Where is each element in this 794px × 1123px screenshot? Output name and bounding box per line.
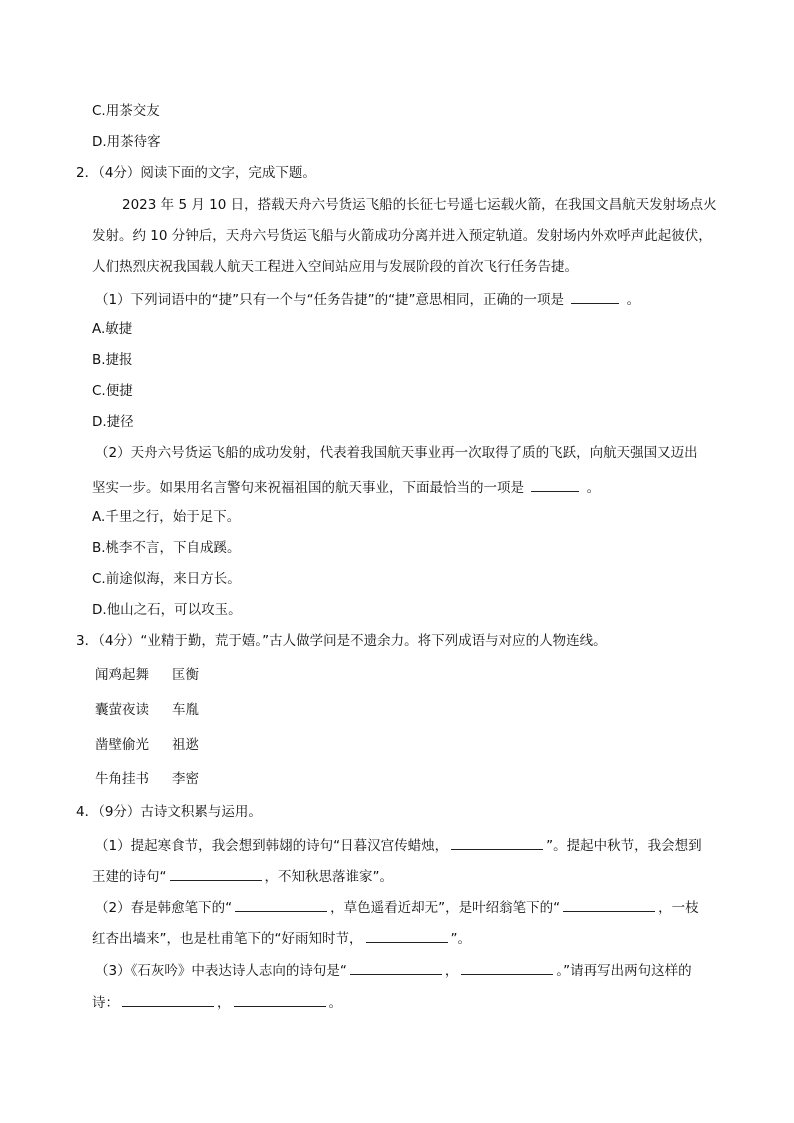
answer-blank[interactable] bbox=[234, 992, 326, 1007]
q4-sub1-text-a: （1）提起寒食节，我会想到韩翃的诗句“日暮汉宫传蜡烛， bbox=[95, 838, 449, 854]
answer-blank[interactable] bbox=[235, 897, 327, 912]
answer-blank[interactable] bbox=[170, 866, 262, 881]
answer-blank[interactable] bbox=[366, 928, 448, 943]
q4-sub3-text-c: 。”请再写出两句这样的 bbox=[556, 963, 692, 979]
q2-sub1 bbox=[95, 289, 640, 309]
answer-blank[interactable] bbox=[122, 992, 214, 1007]
q4-sub2-text-a: （2）春是韩愈笔下的“ bbox=[95, 900, 233, 916]
q4-sub3-line-2 bbox=[92, 992, 342, 1012]
question-3-header: 3．（4分）“业精于勤，荒于嬉。”古人做学问是不遗余力。将下列成语与对应的人物连线。 bbox=[76, 633, 607, 649]
person-item: 匡衡 bbox=[172, 667, 199, 683]
idiom-item: 牛角挂书 bbox=[95, 771, 149, 787]
q4-sub1-text-d: ，不知秋思落谁家”。 bbox=[264, 869, 393, 885]
q4-sub2-text-c: ，一枝 bbox=[658, 900, 699, 916]
q4-sub3-text-b: ， bbox=[444, 963, 459, 979]
q2-sub1-option-a: A.敏捷 bbox=[92, 321, 133, 337]
q4-sub3-text-f: 。 bbox=[328, 995, 342, 1011]
q2-sub2-option-c: C.前途似海，来日方长。 bbox=[92, 571, 241, 587]
q2-sub2-option-d: D.他山之石，可以攻玉。 bbox=[92, 602, 242, 618]
idiom-item: 凿壁偷光 bbox=[95, 737, 149, 753]
answer-blank[interactable] bbox=[461, 960, 553, 975]
passage-line-3: 人们热烈庆祝我国载人航天工程进入空间站应用与发展阶段的首次飞行任务告捷。 bbox=[92, 259, 578, 275]
answer-blank[interactable] bbox=[531, 477, 579, 492]
answer-blank[interactable] bbox=[451, 835, 543, 850]
idiom-item: 闻鸡起舞 bbox=[95, 667, 149, 683]
q2-sub2-text: 坚实一步。如果用名言警句来祝福祖国的航天事业，下面最恰当的一项是 bbox=[92, 480, 524, 496]
q2-sub1-end: 。 bbox=[626, 292, 641, 308]
q4-sub2-line-1 bbox=[95, 897, 699, 917]
person-item: 李密 bbox=[172, 771, 199, 787]
q4-sub2-text-b: ，草色遥看近却无”，是叶绍翁笔下的“ bbox=[330, 900, 561, 916]
q2-sub1-text: （1）下列词语中的“捷”只有一个与“任务告捷”的“捷”意思相同，正确的一项是 bbox=[95, 292, 565, 308]
passage-line-1: 2023 年 5 月 10 日，搭载天舟六号货运飞船的长征七号遥七运载火箭，在我国文昌航天发射场点火 bbox=[122, 197, 717, 213]
q2-sub2-option-b: B.桃李不言，下自成蹊。 bbox=[92, 540, 241, 556]
q2-sub1-option-c: C.便捷 bbox=[92, 383, 133, 399]
q4-sub3-text-a: （3）《石灰吟》中表达诗人志向的诗句是“ bbox=[95, 963, 347, 979]
q4-sub3-text-e: ， bbox=[217, 995, 231, 1011]
q4-sub2-text-d: 红杏出墙来”，也是杜甫笔下的“好雨知时节， bbox=[92, 931, 363, 947]
q4-sub1-line-2 bbox=[92, 866, 393, 886]
q4-sub1-text-c: 王建的诗句“ bbox=[92, 869, 167, 885]
answer-blank[interactable] bbox=[563, 897, 655, 912]
q2-sub2-line-1: （2）天舟六号货运飞船的成功发射，代表着我国航天事业再一次取得了质的飞跃，向航天强国又迈出 bbox=[95, 445, 698, 461]
answer-blank[interactable] bbox=[571, 289, 619, 304]
q4-sub2-text-e: ”。 bbox=[450, 931, 471, 947]
q2-sub1-option-b: B.捷报 bbox=[92, 352, 133, 368]
q4-sub3-text-d: 诗： bbox=[92, 995, 119, 1011]
q2-sub1-option-d: D.捷径 bbox=[92, 414, 134, 430]
q2-sub2-end: 。 bbox=[586, 480, 601, 496]
option-d: D.用茶待客 bbox=[92, 134, 161, 150]
q4-sub1-line-1 bbox=[95, 835, 702, 855]
question-2-header: 2．（4分）阅读下面的文字，完成下题。 bbox=[76, 165, 316, 181]
option-c: C.用茶交友 bbox=[92, 103, 160, 119]
q4-sub3-line-1 bbox=[95, 960, 692, 980]
q4-sub2-line-2 bbox=[92, 928, 471, 948]
q2-sub2-line-2 bbox=[92, 477, 600, 497]
q2-sub2-option-a: A.千里之行，始于足下。 bbox=[92, 509, 241, 525]
person-item: 祖逖 bbox=[172, 737, 199, 753]
idiom-item: 囊萤夜读 bbox=[95, 702, 149, 718]
answer-blank[interactable] bbox=[350, 960, 442, 975]
q4-sub1-text-b: ”。提起中秋节，我会想到 bbox=[546, 838, 702, 854]
question-4-header: 4．（9分）古诗文积累与运用。 bbox=[76, 804, 262, 820]
person-item: 车胤 bbox=[172, 702, 199, 718]
passage-line-2: 发射。约 10 分钟后，天舟六号货运飞船与火箭成功分离并进入预定轨道。发射场内外欢呼声此起彼伏， bbox=[92, 228, 712, 244]
